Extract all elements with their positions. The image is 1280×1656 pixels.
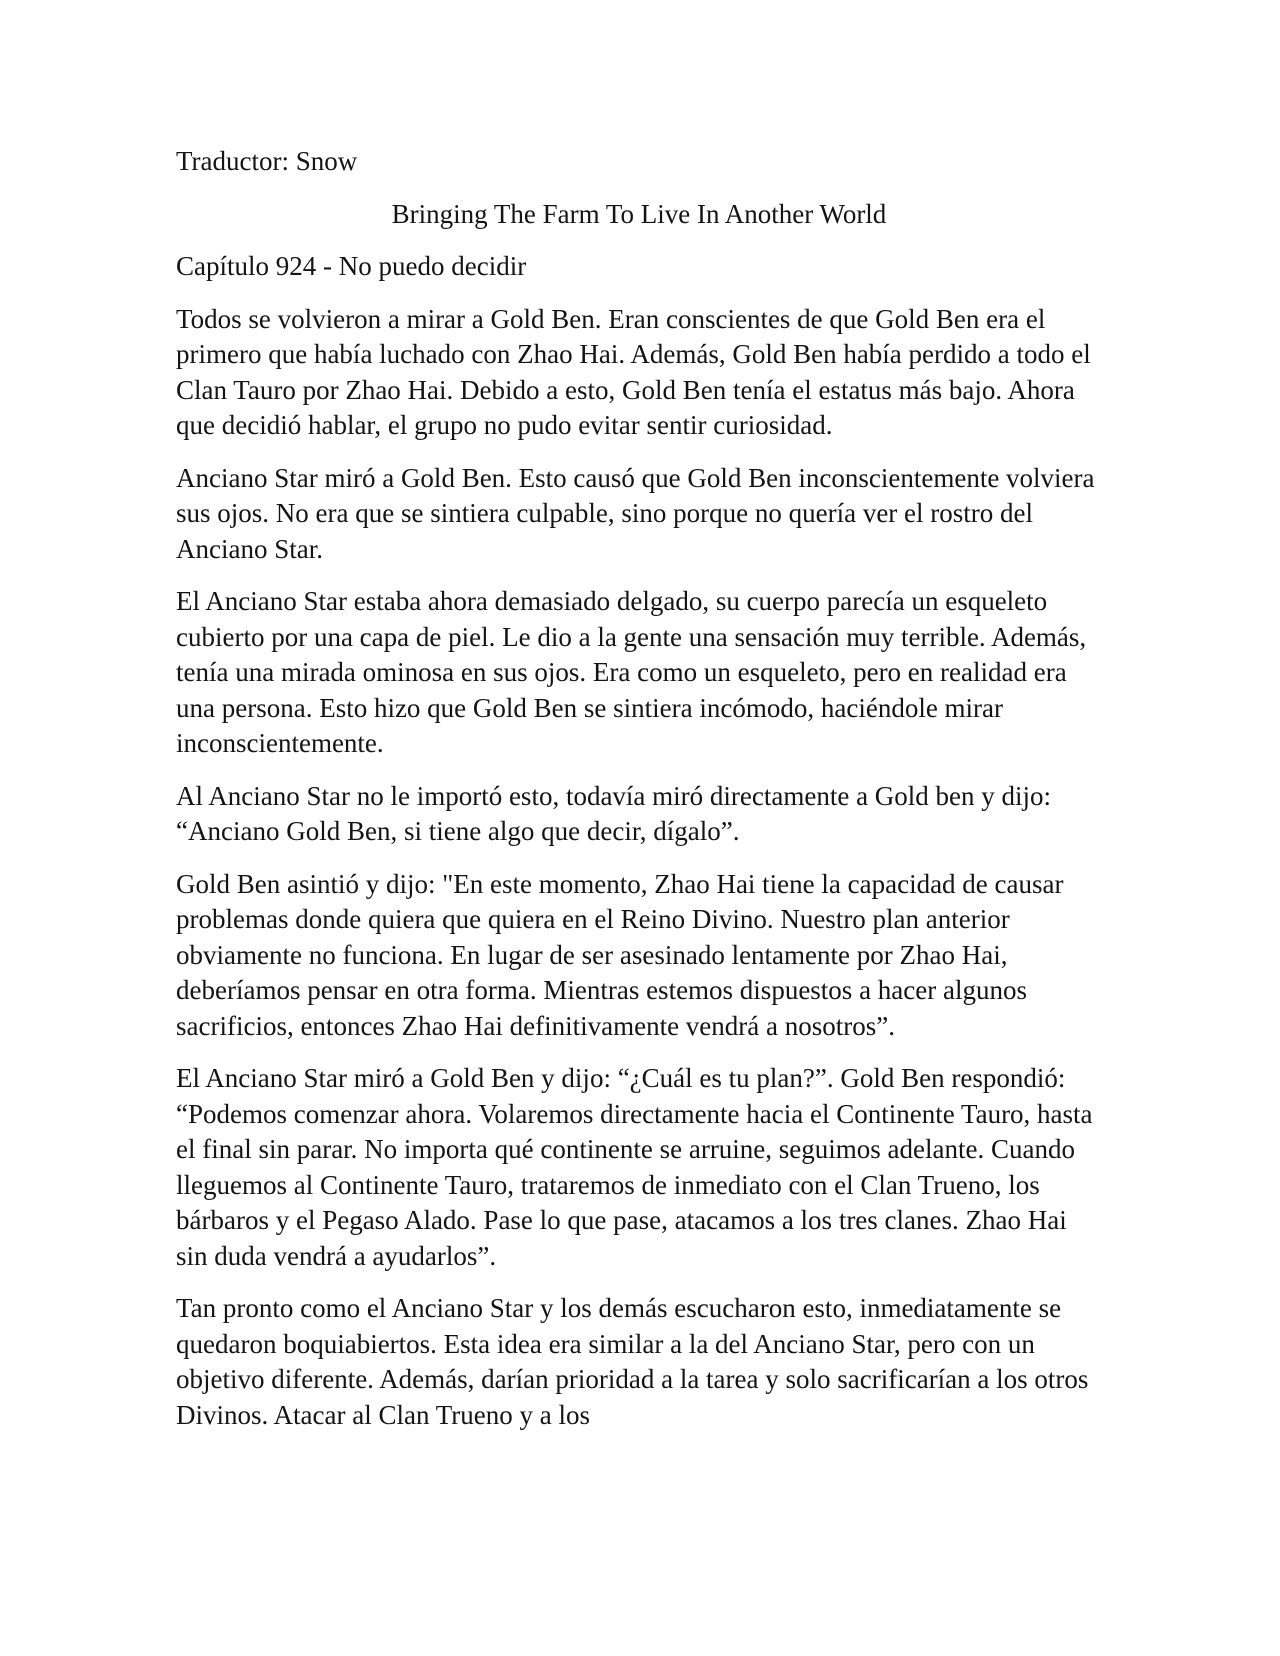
paragraph: Tan pronto como el Anciano Star y los demás escucharon esto, inmediatamente se quedaron boquiabiertos. Esta idea era similar a la del Anciano Star, pero con un objetivo diferente. Además, darían prioridad a la tarea y solo sacrificarían a los otros Divinos. Atacar al Clan Trueno y a los [176, 1293, 1089, 1430]
document-body [176, 144, 1102, 1450]
paragraph: El Anciano Star estaba ahora demasiado delgado, su cuerpo parecía un esqueleto cubierto por una capa de piel. Le dio a la gente una sensación muy terrible. Además, tenía una mirada ominosa en sus ojos. Era como un esqueleto, pero en realidad era una persona. Esto hizo que Gold Ben se sintiera incómodo, haciéndole mirar inconscientemente. [176, 586, 1087, 758]
translator-credit: Traductor: Snow [176, 146, 358, 176]
paragraph: Anciano Star miró a Gold Ben. Esto causó que Gold Ben inconscientemente volviera sus ojos. No era que se sintiera culpable, sino porque no quería ver el rostro del Anciano Star. [176, 462, 1095, 564]
book-title: Bringing The Farm To Live In Another World [391, 198, 887, 229]
paragraph: Al Anciano Star no le importó esto, todavía miró directamente a Gold ben y dijo: “Anciano Gold Ben, si tiene algo que decir, dígalo”. [176, 780, 1052, 846]
paragraph: Todos se volvieron a mirar a Gold Ben. Eran conscientes de que Gold Ben era el primero que había luchado con Zhao Hai. Además, Gold Ben había perdido a todo el Clan Tauro por Zhao Hai. Debido a esto, Gold Ben tenía el estatus más bajo. Ahora que decidió hablar, el grupo no pudo evitar sentir curiosidad. [176, 303, 1091, 440]
chapter-heading: Capítulo 924 - No puedo decidir [176, 251, 527, 281]
paragraph: El Anciano Star miró a Gold Ben y dijo: “¿Cuál es tu plan?”. Gold Ben respondió: “Podemos comenzar ahora. Volaremos directamente hacia el Continente Tauro, hasta el final sin parar. No importa qué continente se arruine, seguimos adelante. Cuando lleguemos al Continente Tauro, trataremos de inmediato con el Clan Trueno, los bárbaros y el Pegaso Alado. Pase lo que pase, atacamos a los tres clanes. Zhao Hai sin duda vendrá a ayudarlos”. [176, 1063, 1093, 1271]
paragraph: Gold Ben asintió y dijo: "En este momento, Zhao Hai tiene la capacidad de causar problemas donde quiera que quiera en el Reino Divino. Nuestro plan anterior obviamente no funciona. En lugar de ser asesinado lentamente por Zhao Hai, deberíamos pensar en otra forma. Mientras estemos dispuestos a hacer algunos sacrificios, entonces Zhao Hai definitivamente vendrá a nosotros”. [176, 868, 1064, 1041]
